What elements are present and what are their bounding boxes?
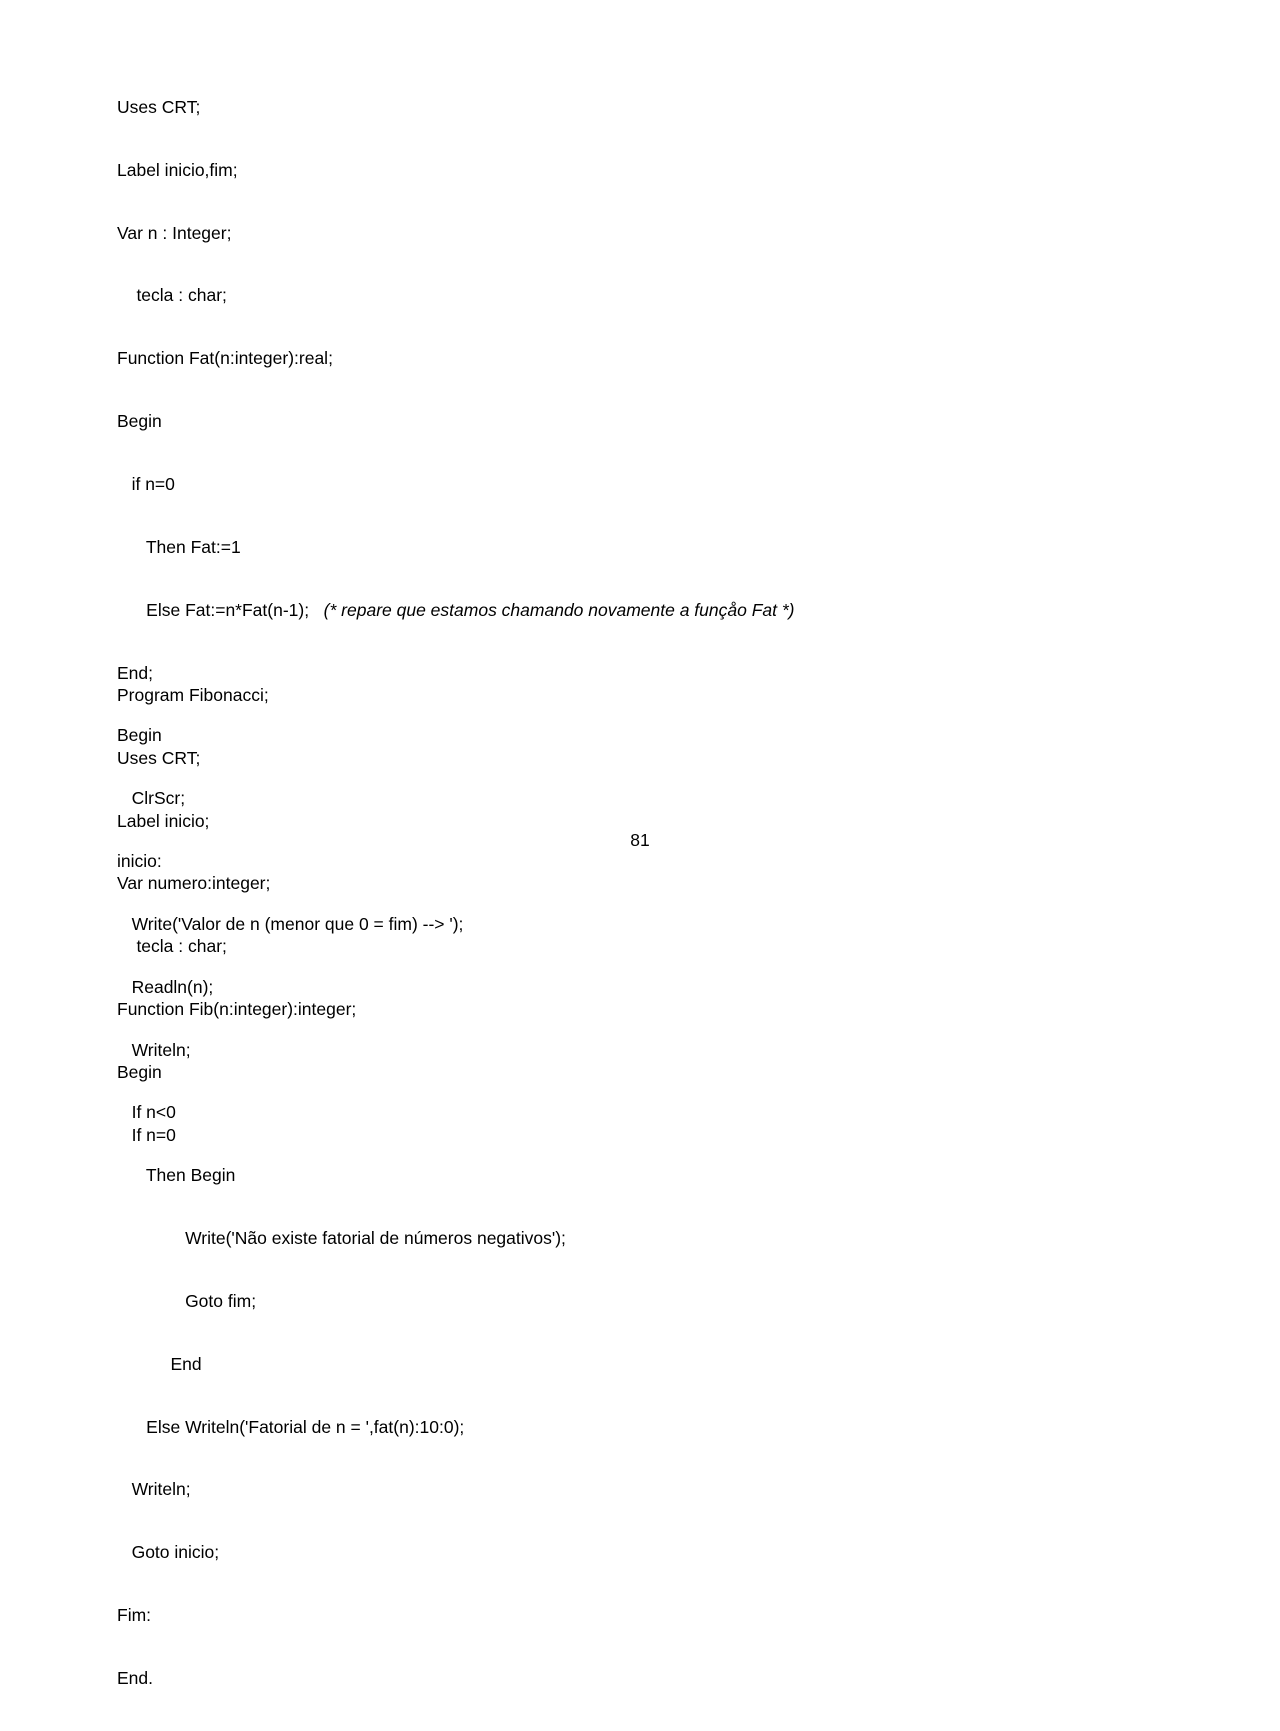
- code-text: Writeln;: [117, 1479, 191, 1500]
- code-text: Writeln;: [117, 1039, 191, 1060]
- code-line: [117, 411, 795, 432]
- code-text: Begin: [117, 725, 162, 746]
- code-line: [117, 348, 795, 369]
- code-line: [117, 537, 795, 558]
- code-text: Function Fat(n:integer):real;: [117, 348, 333, 369]
- code-text: Write('Não existe fatorial de números negativos');: [117, 1228, 566, 1249]
- code-text: Function Fib(n:integer):integer;: [117, 999, 357, 1020]
- code-text: inicio:: [117, 851, 162, 872]
- code-text: Program Fibonacci;: [117, 684, 269, 705]
- code-line: [117, 1291, 795, 1312]
- code-text: Then Begin: [117, 1165, 236, 1186]
- code-line: [117, 811, 356, 832]
- code-line: [117, 160, 795, 181]
- code-line: [117, 97, 795, 118]
- page-number: 81: [630, 830, 650, 850]
- code-text: End.: [117, 1668, 153, 1688]
- code-line: [117, 1605, 795, 1626]
- code-line: [117, 600, 795, 621]
- code-text: ClrScr;: [117, 788, 186, 809]
- code-line: [117, 285, 795, 306]
- code-text: Then Fat:=1: [117, 536, 241, 557]
- code-text: Uses CRT;: [117, 747, 201, 768]
- code-text: Else Fat:=n*Fat(n-1);: [117, 599, 324, 620]
- code-text: Readln(n);: [117, 976, 214, 997]
- code-line: [117, 873, 356, 894]
- code-line: [117, 685, 356, 706]
- code-text: Begin: [117, 411, 162, 432]
- code-text: End: [117, 1353, 202, 1374]
- code-text: Label inicio;: [117, 810, 210, 831]
- code-text: Write('Valor de n (menor que 0 = fim) --> ');: [117, 913, 464, 934]
- code-line: [117, 936, 356, 957]
- code-line: [117, 1228, 795, 1249]
- code-line: [117, 1479, 795, 1500]
- code-text: Goto inicio;: [117, 1542, 220, 1563]
- code-line: [117, 223, 795, 244]
- code-text: if n=0: [117, 473, 175, 494]
- code-text: Var n : Integer;: [117, 222, 232, 243]
- code-text: tecla : char;: [117, 285, 227, 306]
- code-text: End;: [117, 662, 153, 683]
- code-text: If n<0: [117, 1102, 176, 1123]
- code-text: Var numero:integer;: [117, 873, 271, 894]
- code-text: Uses CRT;: [117, 96, 201, 117]
- code-line: [117, 1354, 795, 1375]
- code-line: [117, 474, 795, 495]
- code-line: [117, 1542, 795, 1563]
- code-line: [117, 1125, 356, 1146]
- code-text: tecla : char;: [117, 936, 227, 957]
- code-text: If n=0: [117, 1124, 176, 1145]
- code-line: [117, 1668, 795, 1689]
- code-text: Label inicio,fim;: [117, 159, 238, 180]
- code-text: Begin: [117, 1061, 162, 1082]
- fibonacci-code-listing: [117, 643, 356, 1188]
- code-text: Fim:: [117, 1605, 152, 1626]
- code-comment: (* repare que estamos chamando novamente a funçåo Fat *): [323, 599, 795, 620]
- code-line: [117, 748, 356, 769]
- code-text: Else Writeln('Fatorial de n = ',fat(n):10:0);: [117, 1416, 465, 1437]
- code-line: [117, 999, 356, 1020]
- code-line: [117, 1417, 795, 1438]
- code-text: Goto fim;: [117, 1290, 257, 1311]
- code-line: [117, 1062, 356, 1083]
